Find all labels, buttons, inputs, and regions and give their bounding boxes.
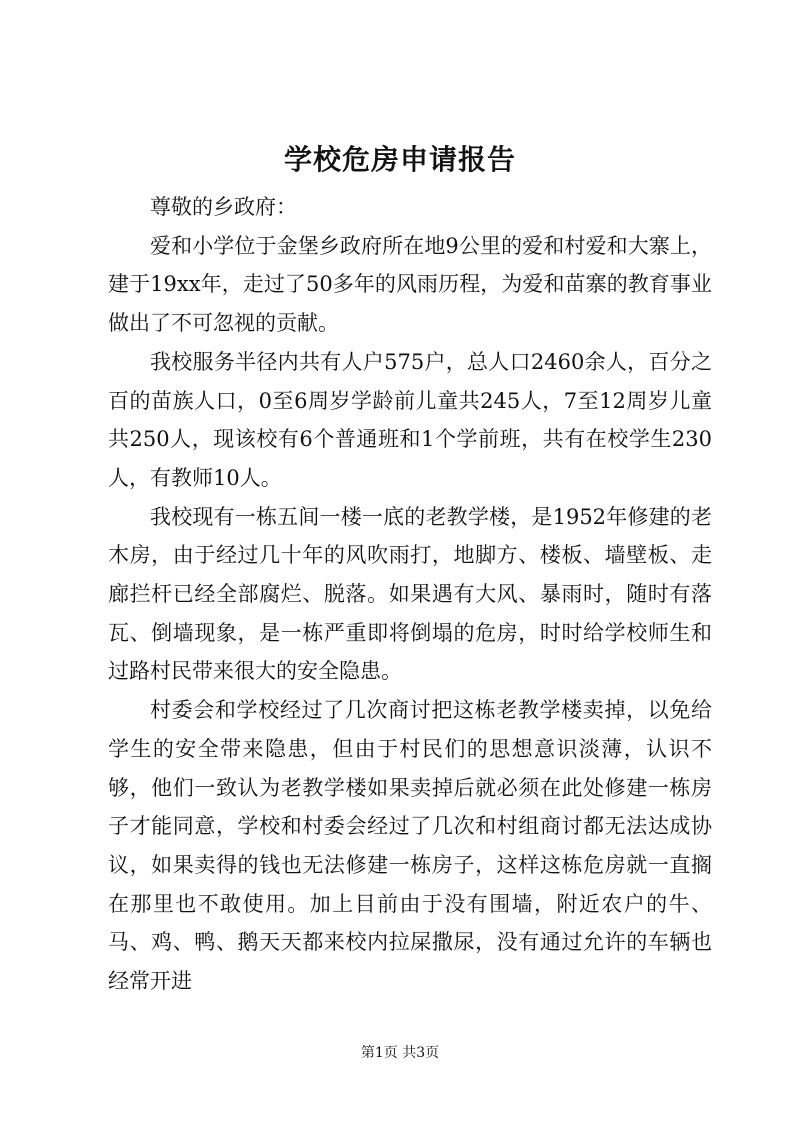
paragraph-1: 爱和小学位于金堡乡政府所在地9公里的爱和村爱和大寨上，建于19xx年，走过了50多年的风雨历程，为爱和苗寨的教育事业做出了不可忽视的贡献。 — [108, 233, 712, 336]
paragraph-4: 村委会和学校经过了几次商讨把这栋老教学楼卖掉，以免给学生的安全带来隐患，但由于村民们的思想意识淡薄，认识不够，他们一致认为老教学楼如果卖掉后就必须在此处修建一栋房子才能同意，学校和村委会经过了几次和村组商讨都无法达成协议，如果卖得的钱也无法修建一栋房子，这样这栋危房就一直搁在那里也不敢使用。加上目前由于没有围墙，附近农户的牛、马、鸡、鸭、鹅天天都来校内拉屎撒尿，没有通过允许的车辆也经常开进 — [108, 698, 712, 994]
paragraph-3: 我校现有一栋五间一楼一底的老教学楼，是1952年修建的老木房，由于经过几十年的风吹雨打，地脚方、楼板、墙壁板、走廊拦杆已经全部腐烂、脱落。如果遇有大风、暴雨时，随时有落瓦、倒墙现象，是一栋严重即将倒塌的危房，时时给学校师生和过路村民带来很大的安全隐患。 — [108, 504, 712, 684]
page-footer: 第1页 共3页 — [360, 1045, 440, 1061]
document-body — [108, 188, 712, 1001]
paragraph-2: 我校服务半径内共有人户575户，总人口2460余人，百分之百的苗族人口，0至6周岁学龄前儿童共245人，7至12周岁儿童共250人，现该校有6个普通班和1个学前班，共有在校学生230人，有教师10人。 — [108, 349, 712, 490]
document-title: 学校危房申请报告 — [283, 143, 516, 176]
salutation: 尊敬的乡政府： — [150, 195, 297, 219]
